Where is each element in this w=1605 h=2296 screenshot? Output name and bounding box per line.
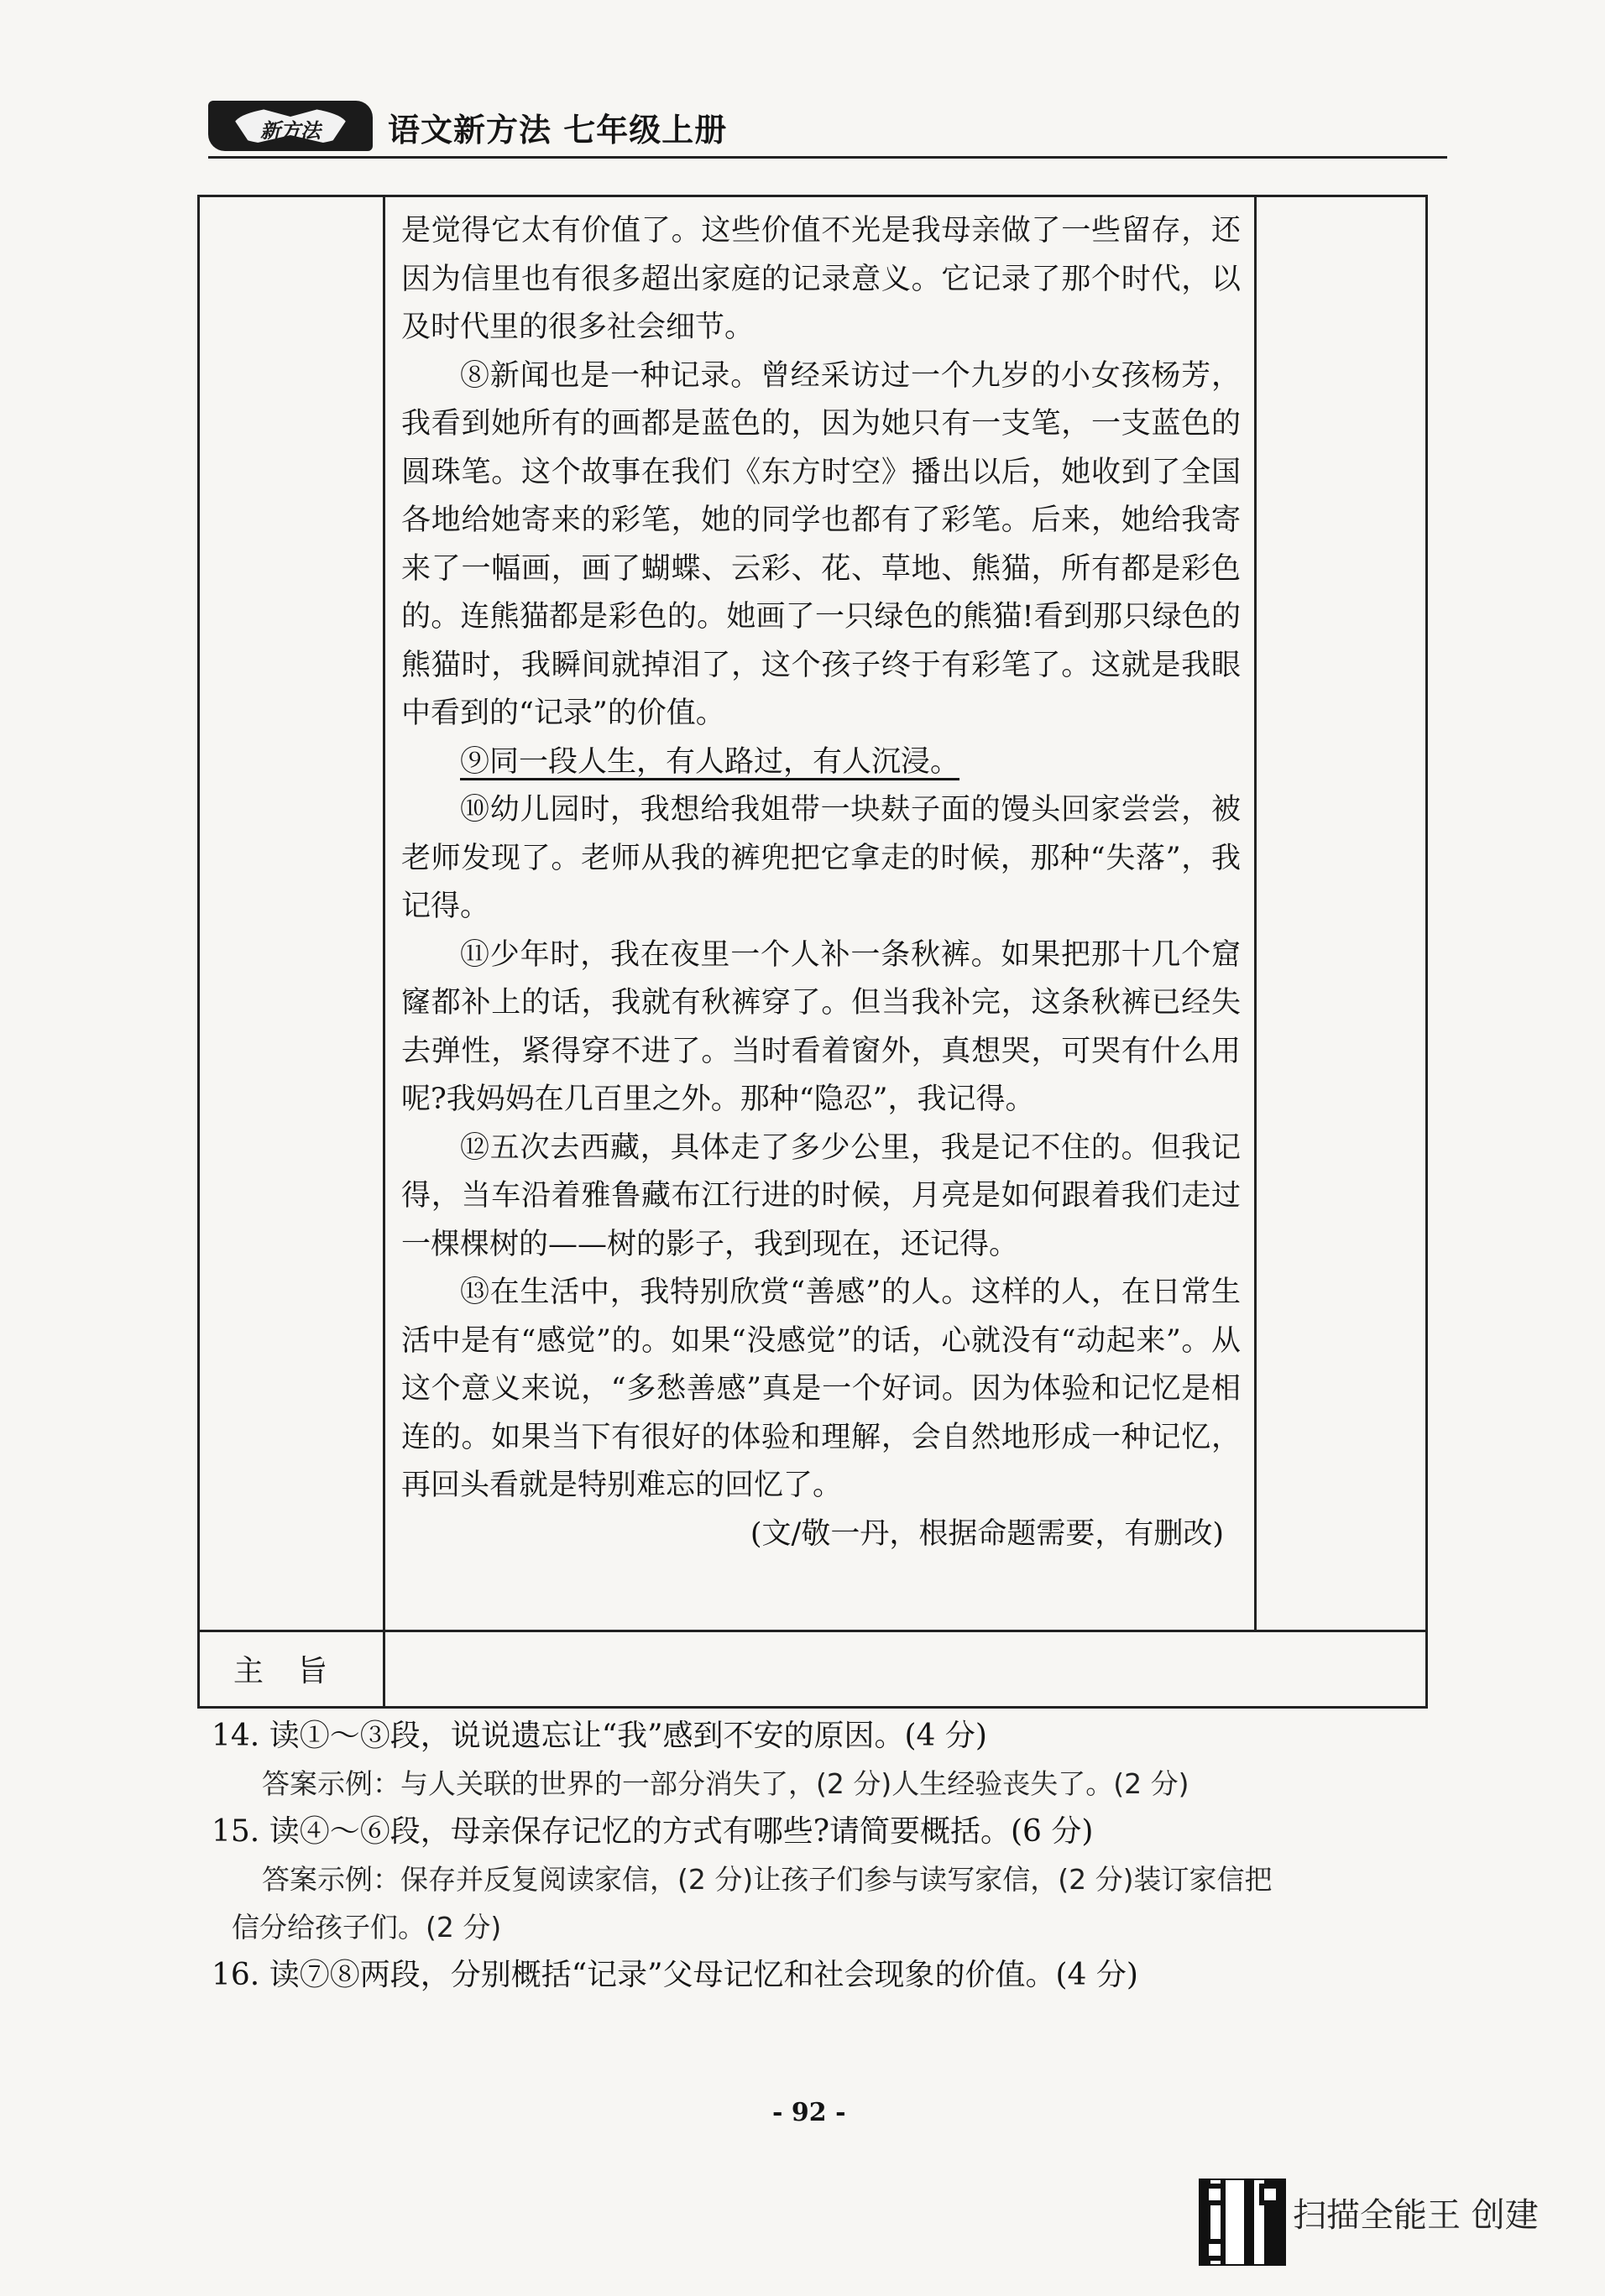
paragraph-7-continued: 是觉得它太有价值了。这些价值不光是我母亲做了一些留存，还因为信里也有很多超出家庭的记录意义。它记录了那个时代，以及时代里的很多社会细节。 (401, 214, 1241, 344)
table-left-divider (383, 197, 385, 1706)
paragraph-10: ⑩幼儿园时，我想给我姐带一块麸子面的馒头回家尝尝，被老师发现了。老师从我的裤兜把它拿走的时候，那种“失落”，我记得。 (401, 793, 1241, 923)
question-14: 14. 读①～③段，说说遗忘让“我”感到不安的原因。(4 分) (212, 1719, 987, 1753)
answer-15-line-1: 答案示例：保存并反复阅读家信，(2 分)让孩子们参与读写家信，(2 分)装订家信把 (262, 1863, 1273, 1896)
answer-15-line-2: 信分给孩子们。(2 分) (232, 1911, 502, 1944)
question-15: 15. 读④～⑥段，母亲保存记忆的方式有哪些?请简要概括。(6 分) (212, 1814, 1094, 1849)
theme-label: 主旨 (233, 1654, 362, 1688)
paragraph-9-underlined: ⑨同一段人生，有人路过，有人沉浸。 (460, 744, 960, 779)
answer-14: 答案示例：与人关联的世界的一部分消失了，(2 分)人生经验丧失了。(2 分) (262, 1767, 1189, 1800)
paragraph-12: ⑫五次去西藏，具体走了多少公里，我是记不住的。但我记得，当车沿着雅鲁藏布江行进的时候，月亮是如何跟着我们走过一棵棵树的——树的影子，我到现在，还记得。 (401, 1130, 1241, 1261)
passage-source: (文/敬一丹，根据命题需要，有删改) (750, 1516, 1224, 1551)
publisher-logo (208, 101, 373, 151)
passage-table (197, 195, 1428, 1709)
scanner-watermark: 扫描全能王 创建 (1293, 2196, 1539, 2235)
table-row-divider (200, 1630, 1425, 1632)
paragraph-11: ⑪少年时，我在夜里一个人补一条秋裤。如果把那十几个窟窿都补上的话，我就有秋裤穿了。但当我补完，这条秋裤已经失去弹性，紧得穿不进了。当时看着窗外，真想哭，可哭有什么用呢?我妈妈在几百里之外。那种“隐忍”，我记得。 (401, 937, 1241, 1116)
paragraph-9 (401, 738, 1241, 787)
paragraph-13: ⑬在生活中，我特别欣赏“善感”的人。这样的人，在日常生活中是有“感觉”的。如果“没感觉”的话，心就没有“动起来”。从这个意义来说，“多愁善感”真是一个好词。因为体验和记忆是相连的。如果当下有很好的体验和理解，会自然地形成一种记忆，再回头看就是特别难忘的回忆了。 (401, 1276, 1241, 1502)
passage-text (401, 207, 1241, 1558)
qr-corner (1259, 2184, 1281, 2205)
book-title: 语文新方法 七年级上册 (388, 111, 728, 149)
page-number: - 92 - (772, 2098, 846, 2127)
header-divider (208, 156, 1447, 159)
qr-corner (1204, 2239, 1226, 2261)
paragraph-8: ⑧新闻也是一种记录。曾经采访过一个九岁的小女孩杨芳，我看到她所有的画都是蓝色的，因为她只有一支笔，一支蓝色的圆珠笔。这个故事在我们《东方时空》播出以后，她收到了全国各地给她寄来的彩笔，她的同学也都有了彩笔。后来，她给我寄来了一幅画，画了蝴蝶、云彩、花、草地、熊猫，所有都是彩色的。连熊猫都是彩色的。她画了一只绿色的熊猫!看到那只绿色的熊猫时，我瞬间就掉泪了，这个孩子终于有彩笔了。这就是我眼中看到的“记录”的价值。 (401, 358, 1241, 730)
question-16: 16. 读⑦⑧两段，分别概括“记录”父母记忆和社会现象的价值。(4 分) (212, 1958, 1138, 1992)
question-section (212, 1712, 1446, 1999)
logo-text: 新方法 (260, 118, 321, 143)
table-right-divider (1254, 197, 1257, 1632)
qr-corner (1204, 2184, 1226, 2205)
qr-code-icon (1199, 2179, 1286, 2266)
